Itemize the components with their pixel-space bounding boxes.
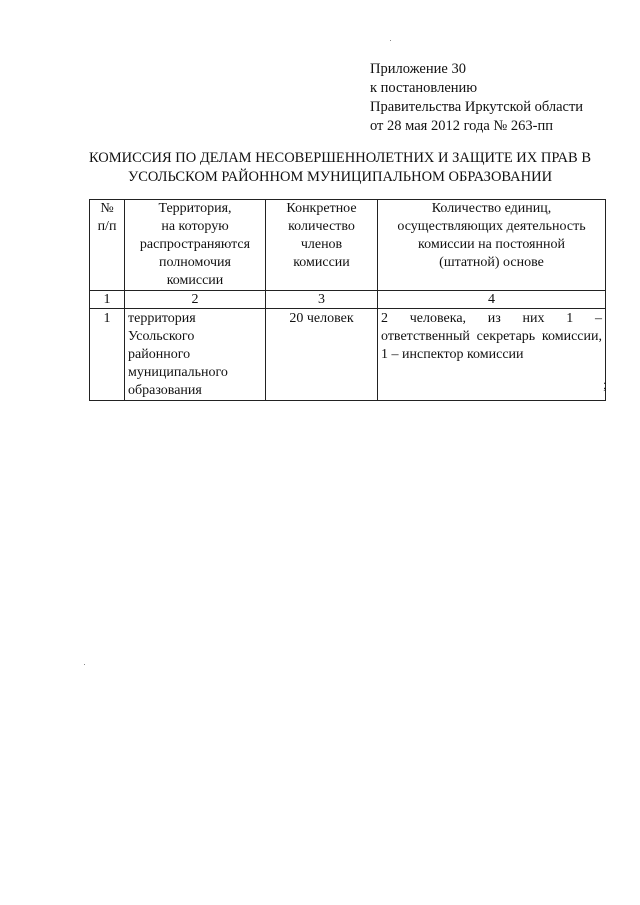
row-members: 20 человек: [266, 309, 378, 401]
row-territory: [125, 309, 266, 401]
header-line: на которую: [161, 219, 229, 234]
header-staff-units: [378, 200, 606, 291]
header-line: Территория,: [158, 201, 232, 216]
trailing-semicolon: ;: [603, 378, 607, 393]
header-line: комиссии: [166, 273, 224, 288]
header-territory: [125, 200, 266, 291]
scan-speck: [84, 664, 85, 665]
annex-line: от 28 мая 2012 года № 263-пп: [370, 118, 553, 134]
header-line: комиссии на постоянной: [418, 237, 565, 252]
scan-speck: [390, 40, 391, 41]
header-line: Количество единиц,: [431, 201, 552, 216]
table-header-row: [90, 200, 606, 291]
commission-table: [89, 199, 606, 401]
header-line: членов: [300, 237, 343, 252]
territory-line: муниципального: [128, 365, 228, 380]
annex-line: Приложение 30: [370, 61, 466, 77]
territory-line: Усольского: [128, 329, 195, 344]
table-row: [90, 309, 606, 401]
header-line: №: [100, 201, 114, 216]
header-line: комиссии: [293, 255, 350, 270]
title-line: УСОЛЬСКОМ РАЙОННОМ МУНИЦИПАЛЬНОМ ОБРАЗОВАНИИ: [127, 169, 553, 185]
annex-line: Правительства Иркутской области: [370, 99, 584, 115]
header-line: количество: [288, 219, 355, 234]
column-number: 4: [378, 291, 606, 309]
title-line: КОМИССИЯ ПО ДЕЛАМ НЕСОВЕРШЕННОЛЕТНИХ И ЗАЩИТЕ ИХ ПРАВ В: [89, 150, 591, 166]
header-line: (штатной) основе: [439, 255, 544, 270]
header-line: осуществляющих деятельность: [397, 219, 586, 234]
row-staff-units: 2 человека, из них 1 – ответственный секретарь комиссии, 1 – инспектор комиссии: [378, 309, 606, 401]
header-number: [90, 200, 125, 291]
header-line: Конкретное: [286, 201, 357, 216]
row-number: 1: [90, 309, 125, 401]
header-members: [266, 200, 378, 291]
column-number-row: [90, 291, 606, 309]
column-number: 3: [266, 291, 378, 309]
header-line: распространяются: [139, 237, 251, 252]
territory-line: районного: [128, 347, 191, 362]
header-line: п/п: [97, 219, 117, 234]
annex-line: к постановлению: [370, 80, 478, 96]
annex-block: [370, 60, 583, 136]
territory-line: образования: [128, 383, 202, 398]
column-number: 1: [90, 291, 125, 309]
column-number: 2: [125, 291, 266, 309]
header-line: полномочия: [159, 255, 231, 270]
territory-line: территория: [128, 311, 196, 326]
document-title: [60, 149, 620, 187]
